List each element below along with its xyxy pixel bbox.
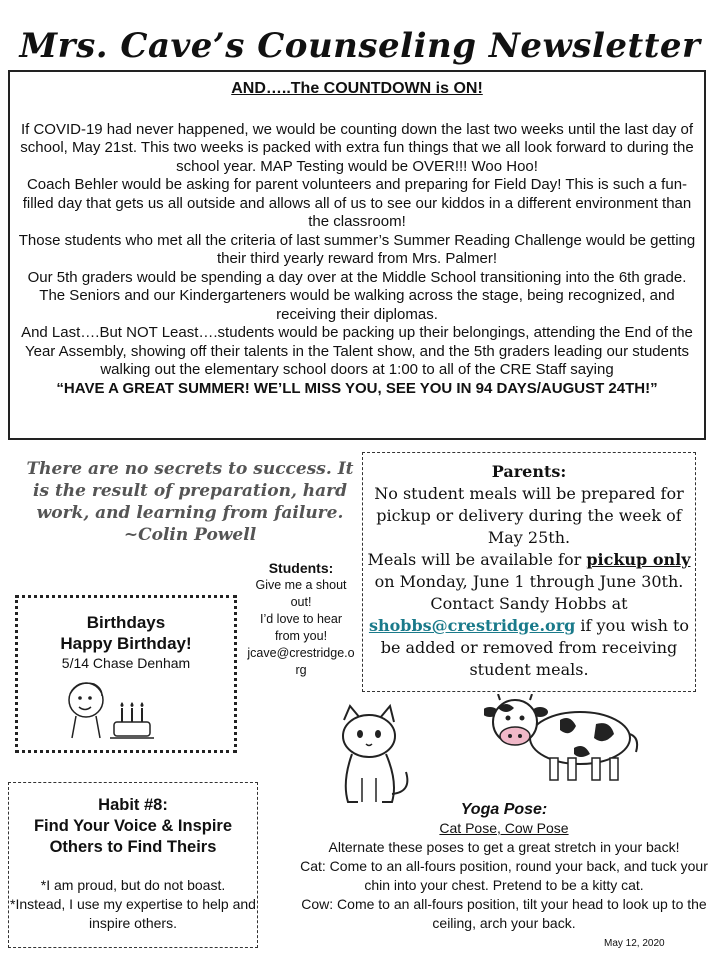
countdown-paragraph: Those students who met all the criteria of last summer’s Summer Reading Challenge would be getting their third yearly reward from Mrs. Palmer! <box>18 231 696 267</box>
yoga-section <box>298 800 710 933</box>
students-note <box>246 560 356 679</box>
quote-author: ~Colin Powell <box>123 525 257 545</box>
parents-heading: Parents: <box>491 462 567 481</box>
students-email[interactable]: jcave@crestridge.org <box>247 646 355 677</box>
habit-line: *Instead, I use my expertise to help and inspire others. <box>10 896 256 931</box>
cat-illustration <box>322 702 414 814</box>
yoga-subheading: Cat Pose, Cow Pose <box>439 820 569 836</box>
countdown-paragraph: Coach Behler would be asking for parent volunteers and preparing for Field Day! This is such a fun-filled day that gets us all outside and allows all of us to see our kiddos in a different environment than the classroom! <box>22 176 692 230</box>
habit-subheading: Find Your Voice & Inspire Others to Find Theirs <box>33 817 233 856</box>
students-line: Give me a shout out! <box>255 578 347 609</box>
students-heading: Students: <box>268 560 334 576</box>
countdown-paragraph: Our 5th graders would be spending a day over at the Middle School transitioning into the 6th grade. <box>27 268 687 286</box>
habit-line: *I am proud, but do not boast. <box>40 877 226 893</box>
countdown-closing: “HAVE A GREAT SUMMER! WE’LL MISS YOU, SEE YOU IN 94 DAYS/AUGUST 24TH!” <box>56 379 658 397</box>
birthdays-heading: Birthdays <box>86 613 166 632</box>
meals-text-a: Meals will be available for <box>367 550 587 569</box>
countdown-paragraph: If COVID-19 had never happened, we would be counting down the last two weeks until the last day of school, May 21st. This two weeks is packed with extra fun things that we all look forward to during the school year. MAP Testing would be OVER!!! Woo Hoo! <box>20 120 694 175</box>
birthday-cake-illustration <box>58 678 158 742</box>
countdown-paragraph: And Last….But NOT Least….students would be packing up their belongings, attending the End of the Year Assembly, showing off their talents in the Talent show, and the 5th graders leading our students walking out the elementary school doors at 1:00 to all of the CRE Staff saying <box>21 324 693 378</box>
birthdays-box <box>15 595 237 753</box>
students-line: I’d love to hear from you! <box>260 612 342 643</box>
birthday-entry: 5/14 Chase Denham <box>61 655 191 671</box>
parents-text: No student meals will be prepared for pickup or delivery during the week of May 25th. <box>374 484 684 547</box>
pickup-only-text: pickup only <box>586 550 691 569</box>
cow-illustration <box>484 694 644 786</box>
quote-block <box>22 458 358 546</box>
yoga-heading: Yoga Pose: <box>460 801 548 818</box>
meals-text-b: on Monday, June 1 through June 30th. Contact Sandy Hobbs at <box>374 572 684 613</box>
countdown-box <box>8 70 706 440</box>
parents-email-link[interactable]: shobbs@crestridge.org <box>368 616 576 635</box>
parents-box <box>362 452 696 692</box>
birthdays-subheading: Happy Birthday! <box>60 634 192 653</box>
parents-meals-text <box>363 549 695 681</box>
habit-heading: Habit #8: <box>98 796 168 814</box>
yoga-cat-text: Cat: Come to an all-fours position, round your back, and tuck your chin into your chest. Pretend to be a kitty cat. <box>300 858 708 893</box>
habit-box <box>8 782 258 948</box>
yoga-cow-text: Cow: Come to an all-fours position, tilt your head to look up to the ceiling, arch your back. <box>301 896 707 931</box>
newsletter-title: Mrs. Cave’s Counseling Newsletter <box>19 26 701 66</box>
countdown-heading: AND…..The COUNTDOWN is ON! <box>231 80 483 97</box>
quote-text: There are no secrets to success. It is the result of preparation, hard work, and learning from failure. <box>26 459 354 523</box>
newsletter-date: May 12, 2020 <box>604 938 665 949</box>
countdown-paragraph: The Seniors and our Kindergarteners would be walking across the stage, being recognized, and receiving their diplomas. <box>39 287 675 323</box>
meals-text-c: if you wish to be added or removed from receiving student meals. <box>380 616 690 679</box>
yoga-intro: Alternate these poses to get a great stretch in your back! <box>328 839 680 855</box>
